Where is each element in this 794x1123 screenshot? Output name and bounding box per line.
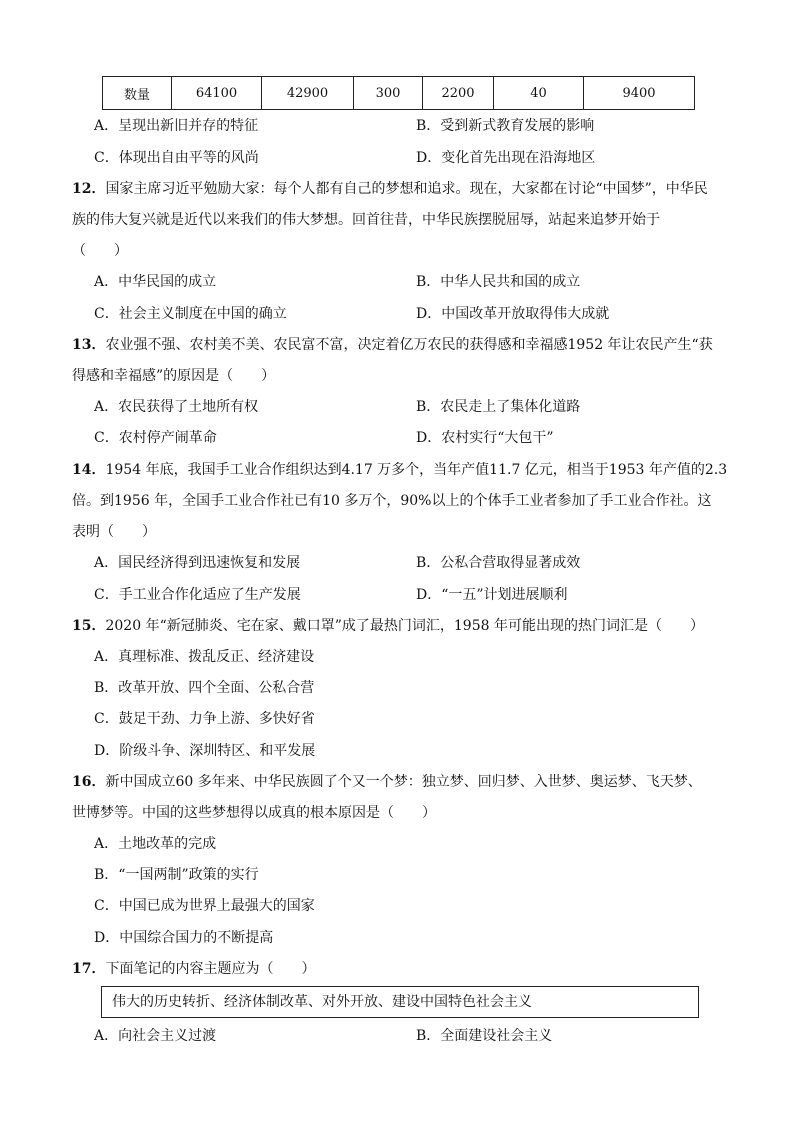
question-number: 15． [72, 618, 106, 634]
question-number: 14． [72, 462, 106, 478]
q17-stem-line-1: 17．下面笔记的内容主题应为（ ） [72, 961, 316, 977]
table-cell: 9400 [584, 77, 695, 110]
q12-option-c: C．社会主义制度在中国的确立 [94, 306, 287, 322]
q15-option-c: C．鼓足干劲、力争上游、多快好省 [94, 711, 315, 727]
question-number: 16． [72, 774, 106, 790]
q14-option-b: B．公私合营取得显著成效 [416, 555, 581, 571]
q16-option-b: B．“一国两制”政策的实行 [94, 867, 259, 883]
table-cell: 40 [494, 77, 584, 110]
question-number: 17． [72, 961, 106, 977]
q13-option-d: D．农村实行“大包干” [416, 430, 554, 446]
q15-option-a: A．真理标准、拨乱反正、经济建设 [94, 649, 315, 665]
q16-stem-line-2: 世博梦等。中国的这些梦想得以成真的根本原因是（ ） [72, 805, 436, 821]
q17-option-b: B．全面建设社会主义 [416, 1028, 553, 1044]
q16-option-d: D．中国综合国力的不断提高 [94, 930, 274, 946]
q11-option-b: B．受到新式教育发展的影响 [416, 118, 595, 134]
q13-option-c: C．农村停产闹革命 [94, 430, 217, 446]
q14-option-c: C．手工业合作化适应了生产发展 [94, 587, 301, 603]
q16-stem-line-1: 16．新中国成立60 多年来、中华民族圆了个又一个梦：独立梦、回归梦、入世梦、奥运梦、飞天梦、 [72, 774, 702, 790]
q12-stem-line-3: （ ） [72, 243, 128, 259]
q12-option-a: A．中华民国的成立 [94, 274, 217, 290]
table-cell: 64100 [172, 77, 262, 110]
q11-option-a: A．呈现出新旧并存的特征 [94, 118, 259, 134]
q14-stem-line-3: 表明（ ） [72, 524, 156, 540]
q17-option-a: A．向社会主义过渡 [94, 1028, 217, 1044]
q12-stem-line-1: 12．国家主席习近平勉励大家：每个人都有自己的梦想和追求。现在，大家都在讨论“中国梦”，中华民 [72, 181, 708, 197]
table-label-cell: 数量 [103, 77, 172, 110]
table-cell: 300 [354, 77, 423, 110]
q14-stem-line-2: 倍。到1956 年，全国手工业合作社已有10 多万个，90%以上的个体手工业者参加了手工业合作社。这 [72, 493, 712, 509]
q15-stem-line-1: 15．2020 年“新冠肺炎、宅在家、戴口罩”成了最热门词汇，1958 年可能出现的热门词汇是（ ） [72, 618, 704, 634]
q15-option-d: D．阶级斗争、深圳特区、和平发展 [94, 743, 316, 759]
q17-note-box: 伟大的历史转折、经济体制改革、对外开放、建设中国特色社会主义 [101, 986, 699, 1018]
question-number: 13． [72, 337, 106, 353]
q12-option-b: B．中华人民共和国的成立 [416, 274, 581, 290]
quantity-table [102, 76, 695, 110]
table-row [103, 77, 695, 110]
q12-option-d: D．中国改革开放取得伟大成就 [416, 306, 610, 322]
table-cell: 2200 [423, 77, 494, 110]
q14-option-a: A．国民经济得到迅速恢复和发展 [94, 555, 301, 571]
question-number: 12． [72, 181, 106, 197]
q16-option-c: C．中国已成为世界上最强大的国家 [94, 898, 315, 914]
q13-option-b: B．农民走上了集体化道路 [416, 399, 581, 415]
q14-option-d: D．“一五”计划进展顺利 [416, 587, 568, 603]
q13-option-a: A．农民获得了土地所有权 [94, 399, 259, 415]
q11-option-d: D．变化首先出现在沿海地区 [416, 150, 596, 166]
q15-option-b: B．改革开放、四个全面、公私合营 [94, 680, 315, 696]
q14-stem-line-1: 14．1954 年底，我国手工业合作组织达到4.17 万多个，当年产值11.7 亿元，相当于1953 年产值的2.3 [72, 462, 728, 478]
q11-option-c: C．体现出自由平等的风尚 [94, 150, 259, 166]
q13-stem-line-2: 得感和幸福感”的原因是（ ） [72, 368, 276, 384]
q16-option-a: A．土地改革的完成 [94, 836, 217, 852]
q13-stem-line-1: 13．农业强不强、农村美不美、农民富不富，决定着亿万农民的获得感和幸福感1952 年让农民产生“获 [72, 337, 713, 353]
table-cell: 42900 [262, 77, 354, 110]
q12-stem-line-2: 族的伟大复兴就是近代以来我们的伟大梦想。回首往昔，中华民族摆脱屈辱，站起来追梦开始于 [72, 212, 660, 228]
